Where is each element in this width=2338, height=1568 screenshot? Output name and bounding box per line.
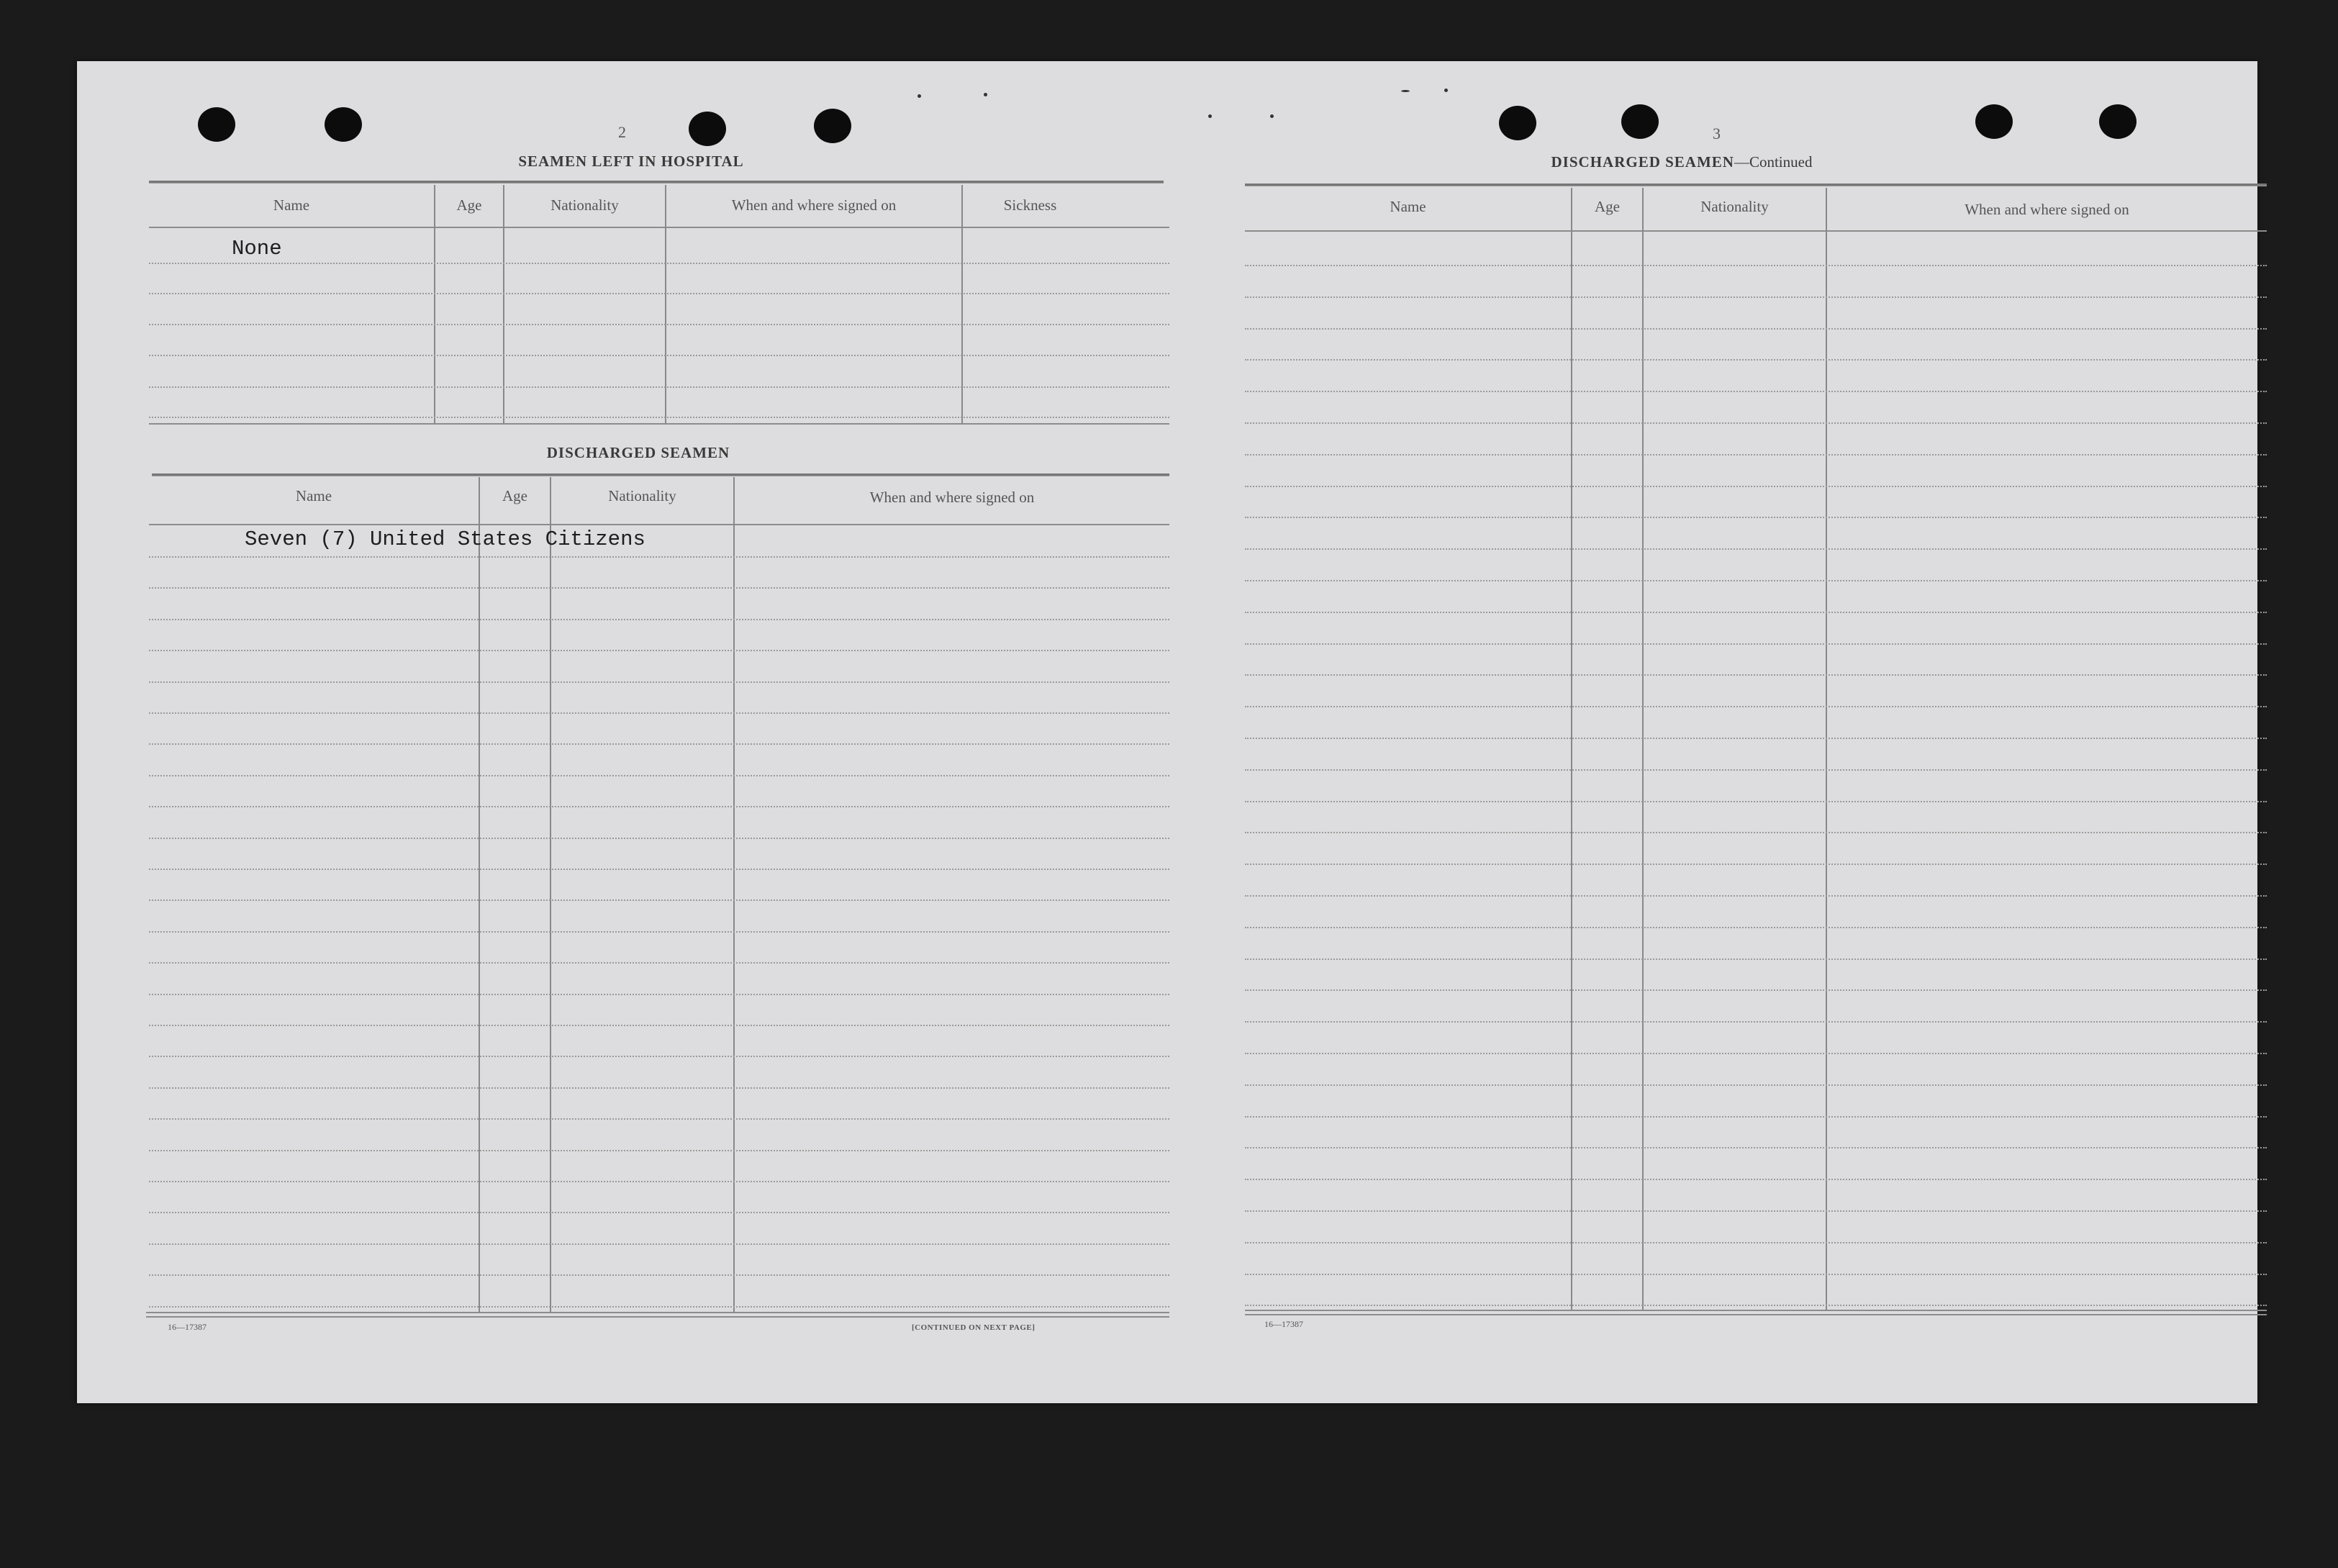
row-line — [1245, 643, 2267, 645]
discharged-section-title: DISCHARGED SEAMEN — [546, 444, 730, 461]
discharged-col-divider — [479, 477, 480, 1313]
row-line — [149, 838, 1169, 839]
row-line — [1245, 895, 2267, 897]
right-section-title — [1495, 153, 1869, 171]
right-header-signed-on: When and where signed on — [1965, 201, 2129, 218]
row-line — [1245, 832, 2267, 833]
hospital-row-line — [149, 355, 1169, 356]
paper-speck — [1401, 90, 1410, 92]
right-title-main: DISCHARGED SEAMEN — [1551, 153, 1734, 171]
discharged-bottom-rule — [146, 1312, 1169, 1313]
discharged-header-rule — [149, 524, 1169, 525]
row-line — [149, 743, 1169, 745]
discharged-col-divider — [733, 477, 735, 1313]
right-header-rule — [1245, 230, 2267, 232]
hospital-col-divider — [503, 185, 504, 424]
discharged-header-signed-on: When and where signed on — [869, 489, 1035, 506]
row-line — [149, 1243, 1169, 1245]
row-line — [1245, 1116, 2267, 1118]
discharged-header-name: Name — [295, 487, 332, 504]
row-line — [1245, 328, 2267, 330]
hospital-row-line — [149, 263, 1169, 264]
row-line — [149, 1056, 1169, 1057]
continued-note: [CONTINUED ON NEXT PAGE] — [912, 1323, 1036, 1332]
row-line — [1245, 959, 2267, 960]
punch-hole — [1621, 104, 1659, 139]
row-line — [1245, 738, 2267, 739]
discharged-header-age: Age — [502, 487, 527, 504]
punch-hole — [2099, 104, 2137, 139]
punch-hole — [1975, 104, 2013, 139]
row-line — [1245, 864, 2267, 865]
right-col-divider — [1642, 188, 1644, 1310]
hospital-top-rule — [149, 181, 1164, 183]
row-line — [149, 1087, 1169, 1089]
page-number-right: 3 — [1713, 124, 1721, 142]
row-line — [1245, 548, 2267, 550]
row-line — [149, 1118, 1169, 1120]
right-bottom-rule-2 — [1245, 1314, 2267, 1315]
punch-hole — [814, 109, 851, 143]
hospital-row-line — [149, 417, 1169, 418]
row-line — [149, 556, 1169, 558]
discharged-header-nationality: Nationality — [608, 487, 676, 504]
row-line — [1245, 517, 2267, 518]
hospital-col-divider — [665, 185, 666, 424]
row-line — [1245, 1210, 2267, 1212]
row-line — [1245, 1179, 2267, 1180]
form-number-right: 16—17387 — [1264, 1319, 1303, 1329]
row-line — [1245, 1084, 2267, 1086]
row-line — [1245, 1053, 2267, 1054]
row-line — [1245, 580, 2267, 581]
paper-speck — [984, 93, 987, 96]
row-line — [149, 1150, 1169, 1151]
row-line — [1245, 1305, 2267, 1306]
row-line — [1245, 927, 2267, 928]
row-line — [1245, 769, 2267, 771]
row-line — [1245, 265, 2267, 266]
hospital-entry: None — [232, 237, 282, 260]
row-line — [149, 619, 1169, 620]
hospital-header-nationality: Nationality — [550, 196, 619, 214]
discharged-top-rule — [152, 473, 1169, 476]
punch-hole — [198, 107, 235, 142]
paper-speck — [1270, 114, 1274, 118]
row-line — [149, 1274, 1169, 1276]
hospital-header-rule — [149, 227, 1169, 228]
row-line — [149, 1025, 1169, 1026]
hospital-col-divider — [961, 185, 963, 424]
punch-hole — [689, 112, 726, 146]
hospital-row-line — [149, 293, 1169, 294]
row-line — [149, 806, 1169, 807]
row-line — [1245, 296, 2267, 298]
page-number-left: 2 — [618, 123, 626, 141]
row-line — [1245, 706, 2267, 707]
hospital-header-name: Name — [273, 196, 310, 214]
row-line — [149, 962, 1169, 964]
row-line — [149, 1181, 1169, 1182]
document-sheet — [77, 61, 2257, 1403]
hospital-col-divider — [434, 185, 435, 424]
row-line — [1245, 454, 2267, 456]
row-line — [1245, 989, 2267, 991]
hospital-header-sickness: Sickness — [1003, 196, 1057, 214]
row-line — [149, 775, 1169, 776]
right-header-age: Age — [1595, 198, 1620, 215]
hospital-row-line — [149, 386, 1169, 388]
hospital-row-line — [149, 324, 1169, 325]
row-line — [149, 587, 1169, 589]
row-line — [1245, 359, 2267, 361]
hospital-header-age: Age — [456, 196, 482, 214]
row-line — [1245, 1147, 2267, 1148]
row-line — [149, 899, 1169, 901]
row-line — [1245, 1242, 2267, 1243]
right-header-nationality: Nationality — [1700, 198, 1769, 215]
right-title-continued: —Continued — [1734, 153, 1813, 171]
right-top-rule — [1245, 183, 2267, 186]
row-line — [1245, 486, 2267, 487]
row-line — [1245, 422, 2267, 424]
right-header-name: Name — [1390, 198, 1426, 215]
row-line — [149, 712, 1169, 714]
punch-hole — [1499, 106, 1536, 140]
discharged-entry: Seven (7) United States Citizens — [245, 527, 645, 551]
row-line — [1245, 1274, 2267, 1275]
right-bottom-rule — [1245, 1310, 2267, 1311]
right-col-divider — [1571, 188, 1572, 1310]
row-line — [1245, 1021, 2267, 1023]
row-line — [1245, 391, 2267, 392]
row-line — [1245, 801, 2267, 802]
row-line — [149, 650, 1169, 651]
row-line — [149, 1212, 1169, 1213]
row-line — [149, 1306, 1169, 1308]
row-line — [149, 994, 1169, 995]
right-col-divider — [1826, 188, 1827, 1310]
paper-speck — [917, 94, 921, 98]
punch-hole — [325, 107, 362, 142]
discharged-col-divider — [550, 477, 551, 1313]
row-line — [149, 681, 1169, 683]
paper-speck — [1208, 114, 1212, 118]
discharged-bottom-rule-2 — [146, 1316, 1169, 1318]
hospital-bottom-rule — [149, 423, 1169, 425]
row-line — [1245, 674, 2267, 676]
row-line — [149, 931, 1169, 933]
paper-speck — [1444, 89, 1448, 92]
row-line — [1245, 612, 2267, 613]
row-line — [149, 869, 1169, 870]
form-number-left: 16—17387 — [168, 1322, 207, 1332]
hospital-section-title: SEAMEN LEFT IN HOSPITAL — [518, 153, 744, 170]
hospital-header-signed-on: When and where signed on — [731, 196, 897, 214]
